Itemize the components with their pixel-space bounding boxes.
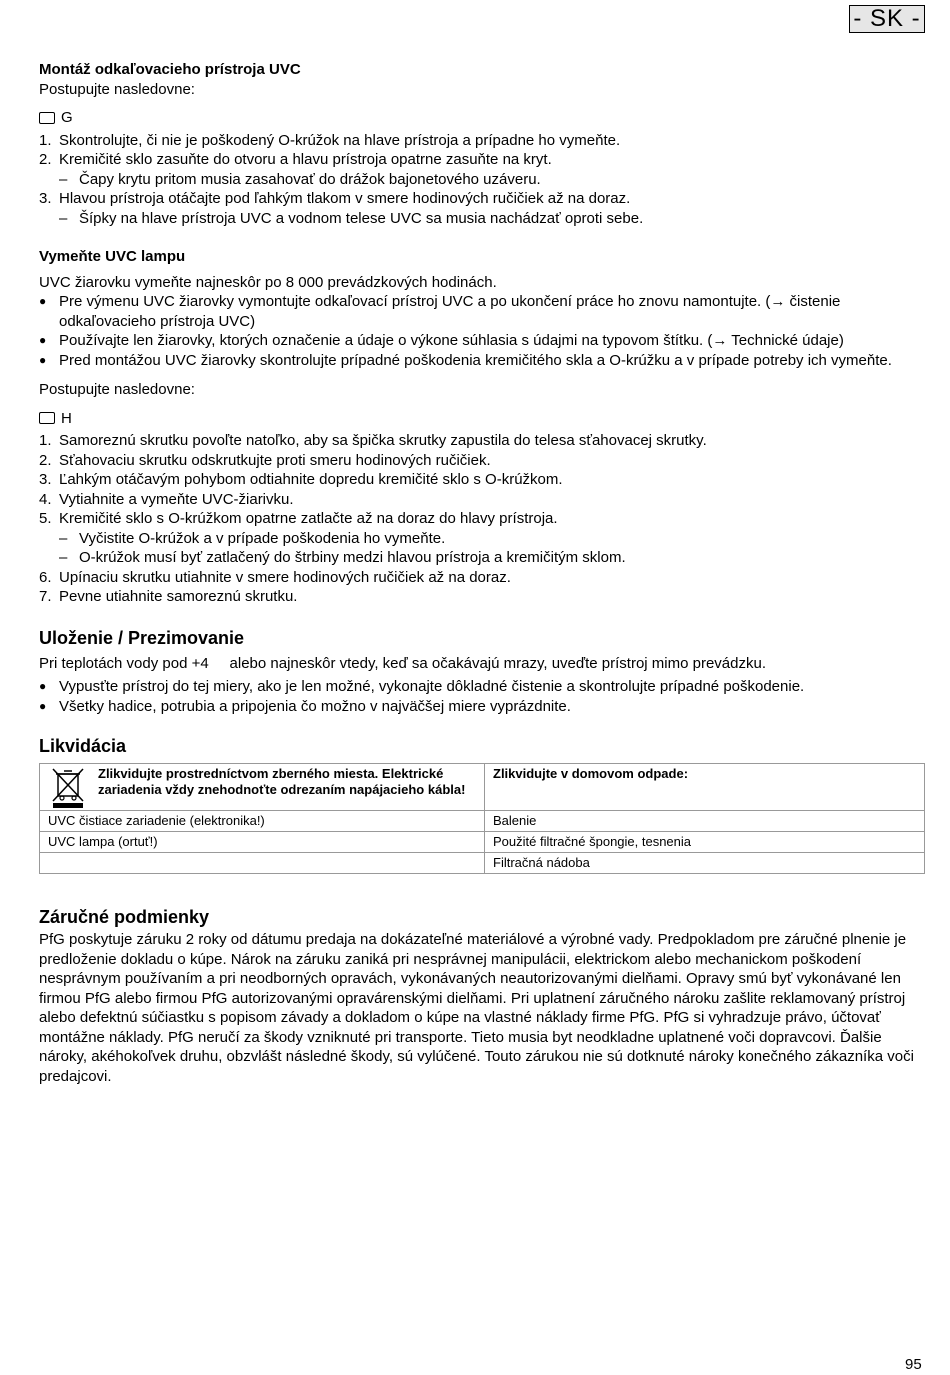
disposal-section (39, 735, 927, 874)
step-item (39, 509, 927, 529)
dash-marker: – (59, 529, 68, 547)
bullet-dot-icon: ● (39, 333, 47, 347)
table-row (40, 832, 925, 853)
dash-marker: – (59, 549, 68, 566)
bullet-item (39, 331, 927, 351)
step-item (39, 568, 927, 588)
step-text: O-krúžok musí byť zatlačený do štrbiny medzi hlavou prístroja a kremičitým sklom. (79, 549, 626, 566)
winter-section (39, 627, 927, 717)
table-cell (485, 764, 925, 811)
sub-step-item (39, 170, 927, 190)
step-text: Samoreznú skrutku povoľte natoľko, aby sa špička skrutky zapustila do telesa sťahovacej skrutky. (59, 432, 707, 449)
step-text: Kremičité sklo zasuňte do otvoru a hlavu prístroja opatrne zasuňte na kryt. (59, 151, 552, 168)
household-waste-text: Zlikvidujte v domovom odpade: (493, 766, 689, 781)
sub-step-item (39, 548, 927, 568)
bullet-item (39, 697, 927, 717)
step-text: Skontrolujte, či nie je poškodený O-krúžok na hlave prístroja a prípadne ho vymeňte. (59, 131, 621, 149)
warranty-section (39, 906, 927, 1086)
sub-step-item (39, 209, 927, 229)
lamp-intro-2: Postupujte nasledovne: (39, 381, 195, 398)
bullet-text: Pred montážou UVC žiarovky skontrolujte prípadné poškodenia kremičitého skla a O-krúžku a v prípade potreby ich vymeňte. (59, 351, 892, 369)
disposal-title: Likvidácia (39, 736, 127, 756)
figure-ref-h (39, 409, 927, 429)
bullet-text: Všetky hadice, potrubia a pripojenia čo možno v najväčšej miere vyprázdnite. (59, 697, 571, 715)
mount-intro: Postupujte nasledovne: (39, 80, 195, 98)
mount-section (39, 60, 927, 228)
language-tag: - SK - (849, 5, 925, 33)
lamp-title: Vymeňte UVC lampu (39, 248, 186, 265)
bullet-item (39, 292, 927, 331)
bullet-text: Používajte len žiarovky, ktorých označenie a údaje o výkone súhlasia s údajmi na typovom štítku. (→ Technické údaje) (59, 332, 844, 349)
bullet-dot-icon: ● (39, 294, 47, 308)
step-item (39, 189, 927, 209)
table-row (40, 853, 925, 874)
step-number: 2. (39, 451, 52, 469)
step-number: 2. (39, 151, 52, 168)
figure-ref-g (39, 108, 927, 128)
bullet-item (39, 351, 927, 371)
book-icon (39, 112, 55, 124)
step-item (39, 587, 927, 607)
step-item (39, 470, 927, 490)
figure-label: H (61, 409, 72, 427)
collection-point-text: Zlikvidujte prostredníctvom zberného miesta. Elektrické zariadenia vždy znehodnoťte odrezaním napájacieho kábla! (98, 766, 466, 797)
table-row (40, 811, 925, 832)
table-row (40, 764, 925, 811)
step-item (39, 490, 927, 510)
bullet-item (39, 677, 927, 697)
lamp-section (39, 247, 927, 607)
lamp-intro: UVC žiarovku vymeňte najneskôr po 8 000 prevádzkových hodinách. (39, 273, 497, 291)
step-text: Vytiahnite a vymeňte UVC-žiarivku. (59, 490, 294, 508)
step-number: 7. (39, 588, 52, 605)
step-number: 6. (39, 568, 52, 586)
mount-title: Montáž odkaľovacieho prístroja UVC (39, 61, 301, 78)
dash-marker: – (59, 209, 68, 227)
step-text: Upínaciu skrutku utiahnite v smere hodinových ručičiek až na doraz. (59, 568, 511, 586)
page-number: 95 (905, 1356, 922, 1373)
step-text: Čapy krytu pritom musia zasahovať do drážok bajonetového uzáveru. (79, 170, 541, 188)
dash-marker: – (59, 170, 68, 188)
step-number: 3. (39, 471, 52, 488)
step-item (39, 431, 927, 451)
warranty-text: PfG poskytuje záruku 2 roky od dátumu predaja na dokázateľné materiálové a výrobné vady. Predpokladom pre záručné plnenie je predloženie dokladu o kúpe. Nárok na záruku zaniká pri nesprávnej manipulácii, elektrickom alebo mechanickom poškodení nesprávnym používaním a pri neodborných opravách, vykonávaných neautorizovanými dielňami. Opravy smú byť vykonávané len firmou PfG alebo firmou PfG autorizovanými opravárenskými dielňami. Pri uplatnení záručného nároku zašlite reklamovaný prístroj alebo defektnú súčiastku s popisom závady a dokladom o kúpe na vlastné náklady firme PfG. PfG si vyhradzuje právo, účtovať montážne náklady. PfG neručí za škody vzniknuté pri transporte. Tieto musia byt neodkladne uplatnené voči dopravcovi. Ďalšie nároky, akéhokoľvek druhu, obzvlášt následné škody, sú vylúčené. Touto zárukou nie sú dotknuté nároky konečného zákazníka voči predajcovi. (39, 931, 914, 1085)
page-content (39, 60, 927, 1086)
step-text: Vyčistite O-krúžok a v prípade poškodenia ho vymeňte. (79, 529, 446, 547)
step-text: Kremičité sklo s O-krúžkom opatrne zatlačte až na doraz do hlavy prístroja. (59, 510, 558, 527)
step-number: 5. (39, 510, 52, 527)
bullet-text: Pre výmenu UVC žiarovky vymontujte odkaľovací prístroj UVC a po ukončení práce ho znovu namontujte. (→ čistenie odkaľovacieho prístroja UVC) (59, 293, 841, 330)
winter-intro: Pri teplotách vody pod +4 alebo najneskôr vtedy, keď sa očakávajú mrazy, uveďte prístroj mimo prevádzku. (39, 654, 766, 672)
table-cell: Filtračná nádoba (485, 853, 925, 874)
bullet-dot-icon: ● (39, 679, 47, 693)
step-item (39, 451, 927, 471)
figure-label: G (61, 109, 73, 126)
warranty-title: Záručné podmienky (39, 907, 210, 927)
step-number: 1. (39, 131, 52, 149)
winter-title: Uloženie / Prezimovanie (39, 627, 245, 648)
step-item (39, 150, 927, 170)
step-text: Šípky na hlave prístroja UVC a vodnom telese UVC sa musia nachádzať oproti sebe. (79, 209, 644, 227)
bullet-text: Vypusťte prístroj do tej miery, ako je len možné, vykonajte dôkladné čistenie a skontrolujte prípadné poškodenie. (59, 678, 805, 695)
step-number: 1. (39, 432, 52, 449)
table-cell: UVC lampa (ortuť!) (40, 832, 485, 853)
table-cell: Použité filtračné špongie, tesnenia (485, 832, 925, 853)
book-icon (39, 412, 55, 424)
step-number: 4. (39, 490, 52, 508)
table-cell: UVC čistiace zariadenie (elektronika!) (40, 811, 485, 832)
bullet-dot-icon: ● (39, 698, 47, 713)
table-cell (40, 764, 485, 811)
step-text: Pevne utiahnite samoreznú skrutku. (59, 588, 298, 605)
bullet-dot-icon: ● (39, 352, 47, 367)
step-number: 3. (39, 190, 52, 207)
table-cell (40, 853, 485, 874)
step-text: Hlavou prístroja otáčajte pod ľahkým tlakom v smere hodinových ručičiek až na doraz. (59, 190, 631, 207)
step-text: Sťahovaciu skrutku odskrutkujte proti smeru hodinových ručičiek. (59, 451, 491, 469)
table-cell: Balenie (485, 811, 925, 832)
sub-step-item (39, 529, 927, 549)
disposal-table (39, 763, 925, 874)
step-text: Ľahkým otáčavým pohybom odtiahnite dopredu kremičité sklo s O-krúžkom. (59, 471, 563, 488)
step-item (39, 131, 927, 151)
crossed-out-bin-icon (48, 766, 88, 808)
